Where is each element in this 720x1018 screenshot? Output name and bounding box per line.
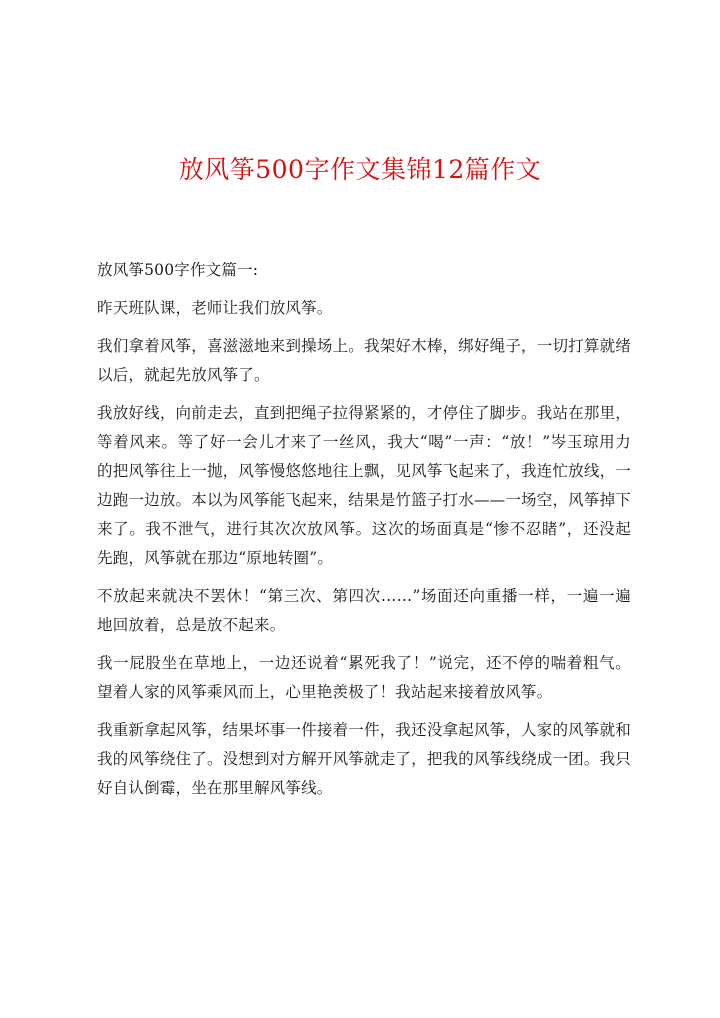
- paragraph: 昨天班队课，老师让我们放风筝。: [97, 299, 333, 317]
- paragraph: 我重新拿起风筝，结果坏事一件接着一件，我还没拿起风筝，人家的风筝就和我的风筝绕住了。没想到对方解开风筝就走了，把我的风筝线绕成一团。我只好自认倒霉，坐在那里解风筝线。: [97, 721, 631, 797]
- paragraph: 不放起来就决不罢休！“第三次、第四次……”场面还向重播一样，一遍一遍地回放着，总是放不起来。: [97, 587, 631, 634]
- paragraph: 我们拿着风筝，喜滋滋地来到操场上。我架好木棒，绑好绳子，一切打算就绪以后，就起先放风筝了。: [97, 337, 631, 384]
- document-title: 放风筝500字作文集锦12篇作文: [178, 155, 542, 184]
- paragraph: 我放好线，向前走去，直到把绳子拉得紧紧的，才停住了脚步。我站在那里，等着风来。等了好一会儿才来了一丝风，我大“喝”一声：“放！”岑玉琼用力的把风筝往上一抛，风筝慢悠悠地往上飘，见风筝飞起来了，我连忙放线，一边跑一边放。本以为风筝能飞起来，结果是竹篮子打水——一场空，风筝掉下来了。我不泄气，进行其次次放风筝。这次的场面真是“惨不忍睹”，还没起先跑，风筝就在那边“原地转圈”。: [97, 404, 631, 567]
- paragraph: 我一屁股坐在草地上，一边还说着“累死我了！”说完，还不停的喘着粗气。望着人家的风筝乘风而上，心里艳羡极了！我站起来接着放风筝。: [97, 654, 631, 701]
- paragraph-subheading: 放风筝500字作文篇一:: [97, 261, 259, 279]
- document-body: [97, 256, 631, 812]
